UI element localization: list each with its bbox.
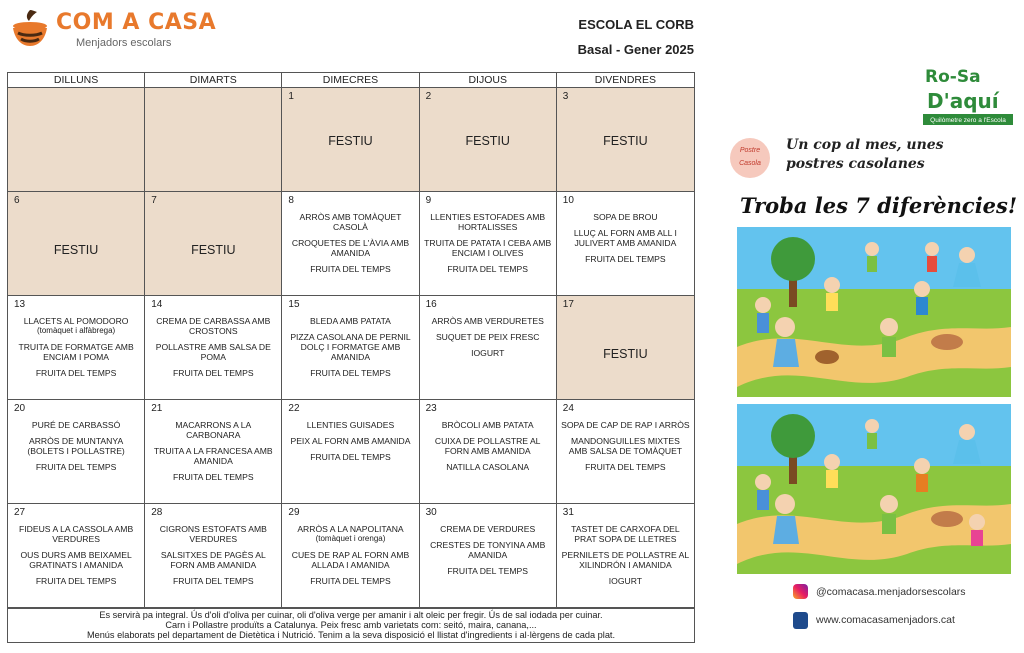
- calendar-day: [557, 296, 694, 400]
- dish-name: ARRÒS AMB TOMÀQUET CASOLÀ: [299, 212, 402, 232]
- instagram-handle[interactable]: @comacasa.menjadorsescolars: [816, 586, 966, 598]
- holiday-label: FESTIU: [603, 134, 648, 148]
- calendar-day: [557, 504, 694, 608]
- dish-name: CUES DE RAP AL FORN AMB ALLADA I AMANIDA: [291, 550, 410, 570]
- website-icon: [793, 612, 808, 629]
- dish-note: (tomàquet i alfàbrega): [36, 326, 116, 335]
- calendar-day: [282, 400, 419, 504]
- dish-name: ARRÒS DE MUNTANYA (BOLETS I POLLASTRE): [27, 436, 125, 456]
- weekday-label: DIMECRES: [282, 73, 419, 88]
- game-title: Troba les 7 diferències!: [740, 193, 1018, 218]
- dish-item: [424, 540, 552, 560]
- holiday-label: FESTIU: [328, 134, 373, 148]
- dish-item: [424, 264, 552, 274]
- dish-item: [149, 524, 277, 544]
- postres-announcement: [786, 136, 944, 174]
- dish-item: [286, 436, 414, 446]
- dish-item: [149, 472, 277, 482]
- dish-name: BLEDA AMB PATATA: [310, 316, 391, 326]
- postres-line: postres casolanes: [786, 156, 925, 172]
- dish-name: FRUITA DEL TEMPS: [35, 368, 117, 378]
- dish-item: [12, 342, 140, 362]
- dish-item: [424, 348, 552, 358]
- dish-item: [286, 576, 414, 586]
- holiday-label: FESTIU: [191, 243, 236, 257]
- note-line: Menús elaborats pel departament de Dietètica i Nutrició. Tenim a la seva disposició el llistat d'ingredients i al·lèrgens de cada plat.: [86, 630, 616, 640]
- dish-name: SOPA DE BROU: [593, 212, 658, 222]
- day-number: 20: [14, 403, 26, 414]
- day-number: 3: [562, 91, 569, 102]
- dish-name: LLUÇ AL FORN AMB ALL I JULIVERT AMB AMANIDA: [573, 228, 677, 248]
- day-number: 30: [425, 507, 437, 518]
- calendar-day: [145, 192, 282, 296]
- dish-name: PIZZA CASOLANA DE PERNIL DOLÇ I FORMATGE AMB AMANIDA: [290, 332, 411, 362]
- day-number: 28: [151, 507, 163, 518]
- dish-item: [286, 212, 414, 232]
- calendar-day: [420, 192, 557, 296]
- menu-period: Basal - Gener 2025: [577, 42, 694, 57]
- dish-name: BRÒCOLI AMB PATATA: [441, 420, 534, 430]
- day-number: 29: [288, 507, 300, 518]
- day-number: 16: [425, 299, 437, 310]
- website-link[interactable]: www.comacasamenjadors.cat: [816, 614, 955, 626]
- dish-item: [149, 316, 277, 336]
- day-number: 7: [151, 195, 157, 206]
- day-number: 17: [562, 299, 574, 310]
- brand-subtitle: Menjadors escolars: [76, 37, 172, 49]
- dish-name: FRUITA DEL TEMPS: [447, 264, 528, 274]
- day-number: 14: [151, 299, 163, 310]
- dish-item: [12, 550, 140, 570]
- dish-name: MACARRONS A LA CARBONARA: [175, 420, 252, 440]
- holiday-label: FESTIU: [465, 134, 510, 148]
- dish-item: [424, 524, 552, 534]
- dish-name: PEIX AL FORN AMB AMANIDA: [290, 436, 411, 446]
- postres-badge-text: Casola: [739, 160, 761, 167]
- postres-badge: [730, 138, 770, 178]
- calendar-day: [8, 400, 145, 504]
- dish-item: [561, 420, 690, 430]
- calendar-day: [420, 296, 557, 400]
- dish-item: [424, 420, 552, 430]
- calendar-day: [557, 400, 694, 504]
- dish-name: IOGURT: [471, 348, 505, 358]
- note-line: Es servirà pa integral. Ús d'oli d'oliva per cuinar, oli d'oliva verge per amanir i alt oleic per fregir. Ús de sal iodada per cuinar.: [99, 610, 603, 620]
- dish-item: [561, 254, 690, 264]
- dish-item: [561, 228, 690, 248]
- day-number: 10: [562, 195, 574, 206]
- dish-list: [149, 316, 277, 384]
- dish-name: TRUITA DE FORMATGE AMB ENCIAM I POMA: [18, 342, 134, 362]
- dish-name: FRUITA DEL TEMPS: [447, 566, 528, 576]
- dish-name: FRUITA DEL TEMPS: [310, 368, 391, 378]
- day-number: 15: [288, 299, 300, 310]
- dish-name: FRUITA DEL TEMPS: [35, 576, 117, 586]
- dish-item: [561, 576, 690, 586]
- bowl-logo-icon: [10, 6, 50, 52]
- weekday-label: DIMARTS: [145, 73, 282, 88]
- dish-name: SUQUET DE PEIX FRESC: [435, 332, 540, 342]
- dish-name: FRUITA DEL TEMPS: [173, 576, 254, 586]
- calendar-day: [282, 88, 419, 192]
- day-number: 9: [425, 195, 432, 206]
- note-line: Carn i Pollastre produïts a Catalunya. Peix fresc amb varietats com: seitó, maira, canana,...: [165, 620, 537, 630]
- dish-name: CREMA DE CARBASSA AMB CROSTONS: [156, 316, 271, 336]
- dish-list: [286, 316, 414, 384]
- dish-item: [149, 420, 277, 440]
- dish-item: [424, 316, 552, 326]
- dish-item: [286, 550, 414, 570]
- dish-name: SOPA DE CAP DE RAP I ARRÒS: [561, 420, 690, 430]
- postres-badge-text: Postre: [739, 147, 761, 154]
- calendar-day: [557, 88, 694, 192]
- dish-name: LLENTIES GUISADES: [306, 420, 395, 430]
- dish-name: FRUITA DEL TEMPS: [585, 254, 666, 264]
- dish-list: [286, 524, 414, 592]
- day-number: 1: [288, 91, 294, 102]
- dish-item: [424, 212, 552, 232]
- dish-name: FRUITA DEL TEMPS: [310, 264, 391, 274]
- menu-notes: [8, 608, 694, 642]
- dish-item: [561, 462, 690, 472]
- instagram-icon: [793, 584, 808, 599]
- dish-item: [424, 238, 552, 258]
- day-number: 24: [562, 403, 574, 414]
- dish-name: CREMA DE VERDURES: [440, 524, 536, 534]
- day-number: 6: [14, 195, 20, 206]
- dish-list: [286, 212, 414, 280]
- dish-name: IOGURT: [608, 576, 643, 586]
- dish-item: [12, 436, 140, 456]
- day-number: 22: [288, 403, 300, 414]
- dish-name: TASTET DE CARXOFA DEL PRAT SOPA DE LLETRES: [571, 524, 680, 544]
- dish-name: FIDEUS A LA CASSOLA AMB VERDURES: [19, 524, 134, 544]
- calendar-day: [557, 192, 694, 296]
- dish-name: CUIXA DE POLLASTRE AL FORN AMB AMANIDA: [434, 436, 541, 456]
- dish-item: [12, 316, 140, 336]
- dish-item: [12, 524, 140, 544]
- dish-list: [12, 316, 140, 384]
- dish-name: FRUITA DEL TEMPS: [585, 462, 666, 472]
- dish-item: [12, 462, 140, 472]
- calendar-day: [282, 192, 419, 296]
- dish-name: FRUITA DEL TEMPS: [173, 368, 254, 378]
- dish-item: [561, 212, 690, 222]
- calendar-day: [420, 504, 557, 608]
- dish-item: [149, 342, 277, 362]
- dish-item: [286, 238, 414, 258]
- dish-list: [424, 316, 552, 364]
- calendar-day: [145, 88, 282, 192]
- day-number: 31: [562, 507, 574, 518]
- dish-item: [286, 368, 414, 378]
- calendar-day: [8, 296, 145, 400]
- calendar-day: [145, 400, 282, 504]
- dish-list: [424, 212, 552, 280]
- dish-name: CROQUETES DE L'ÀVIA AMB AMANIDA: [291, 238, 410, 258]
- dish-name: ARRÒS A LA NAPOLITANA: [297, 524, 404, 534]
- differences-image-top: [737, 227, 1011, 397]
- dish-item: [12, 420, 140, 430]
- dish-item: [12, 368, 140, 378]
- dish-item: [424, 566, 552, 576]
- rosa-logo-word: Ro-Sa: [925, 67, 981, 87]
- dish-item: [424, 436, 552, 456]
- dish-note: (tomàquet i orenga): [315, 534, 386, 543]
- dish-item: [286, 524, 414, 544]
- dish-list: [561, 420, 690, 478]
- weekday-header: [8, 73, 694, 88]
- dish-name: NATILLA CASOLANA: [446, 462, 530, 472]
- dish-item: [12, 576, 140, 586]
- differences-image-bottom: [737, 404, 1011, 574]
- rosa-logo-sub: Quilòmetre zero a l'Escola: [930, 117, 1006, 124]
- day-number: 23: [425, 403, 437, 414]
- calendar-day: [420, 88, 557, 192]
- rosa-daqui-logo: [921, 64, 1015, 128]
- dish-name: FRUITA DEL TEMPS: [310, 576, 391, 586]
- dish-item: [149, 446, 277, 466]
- dish-name: LLENTIES ESTOFADES AMB HORTALISSES: [430, 212, 546, 232]
- brand-title: COM A CASA: [56, 10, 217, 35]
- dish-list: [12, 524, 140, 592]
- dish-item: [561, 550, 690, 570]
- day-number: 8: [288, 195, 294, 206]
- holiday-label: FESTIU: [53, 243, 99, 257]
- dish-item: [286, 420, 414, 430]
- calendar-day: [8, 504, 145, 608]
- dish-list: [424, 524, 552, 582]
- brand-logo: [10, 6, 217, 58]
- school-name: ESCOLA EL CORB: [578, 17, 694, 32]
- dish-name: FRUITA DEL TEMPS: [35, 462, 117, 472]
- dish-name: TRUITA A LA FRANCESA AMB AMANIDA: [153, 446, 273, 466]
- dish-list: [149, 420, 277, 488]
- dish-item: [424, 332, 552, 342]
- day-number: 13: [14, 299, 26, 310]
- dish-name: CRESTES DE TONYINA AMB AMANIDA: [430, 540, 546, 560]
- dish-name: PURÉ DE CARBASSÓ: [31, 420, 121, 430]
- calendar-day: [145, 296, 282, 400]
- day-number: 21: [151, 403, 163, 414]
- weekday-label: DIJOUS: [420, 73, 557, 88]
- day-number: 2: [425, 91, 432, 102]
- dish-item: [286, 332, 414, 362]
- dish-name: SALSITXES DE PAGÈS AL FORN AMB AMANIDA: [160, 550, 266, 570]
- dish-name: ARRÒS AMB VERDURETES: [431, 316, 544, 326]
- postres-line: Un cop al mes, unes: [786, 137, 944, 153]
- calendar-day: [145, 504, 282, 608]
- dish-name: POLLASTRE AMB SALSA DE POMA: [155, 342, 271, 362]
- calendar-day: [8, 88, 145, 192]
- dish-name: LLACETS AL POMODORO: [23, 316, 129, 326]
- calendar-day: [420, 400, 557, 504]
- holiday-label: FESTIU: [603, 347, 648, 361]
- dish-name: MANDONGUILLES MIXTES AMB SALSA DE TOMÀQUET: [568, 436, 683, 456]
- dish-item: [561, 436, 690, 456]
- dish-item: [424, 462, 552, 472]
- day-number: 27: [14, 507, 26, 518]
- calendar-day: [282, 296, 419, 400]
- dish-item: [149, 576, 277, 586]
- dish-item: [149, 368, 277, 378]
- dish-list: [561, 212, 690, 270]
- dish-name: PERNILETS DE POLLASTRE AL XILINDRÓN I AMANIDA: [561, 550, 690, 570]
- dish-name: FRUITA DEL TEMPS: [310, 452, 391, 462]
- dish-name: TRUITA DE PATATA I CEBA AMB ENCIAM I OLIVES: [424, 238, 552, 258]
- dish-name: FRUITA DEL TEMPS: [173, 472, 254, 482]
- weekday-label: DILLUNS: [8, 73, 145, 88]
- dish-name: CIGRONS ESTOFATS AMB VERDURES: [159, 524, 267, 544]
- dish-item: [286, 264, 414, 274]
- calendar-grid: [8, 88, 694, 608]
- calendar-day: [8, 192, 145, 296]
- dish-list: [286, 420, 414, 468]
- dish-item: [561, 524, 690, 544]
- dish-item: [286, 452, 414, 462]
- menu-calendar: [7, 72, 695, 643]
- calendar-day: [282, 504, 419, 608]
- dish-item: [149, 550, 277, 570]
- dish-list: [149, 524, 277, 592]
- weekday-label: DIVENDRES: [557, 73, 694, 88]
- dish-item: [286, 316, 414, 326]
- rosa-logo-word2: D'aquí: [927, 89, 999, 113]
- dish-list: [561, 524, 690, 592]
- dish-list: [424, 420, 552, 478]
- dish-list: [12, 420, 140, 478]
- dish-name: OUS DURS AMB BEIXAMEL GRATINATS I AMANIDA: [20, 550, 132, 570]
